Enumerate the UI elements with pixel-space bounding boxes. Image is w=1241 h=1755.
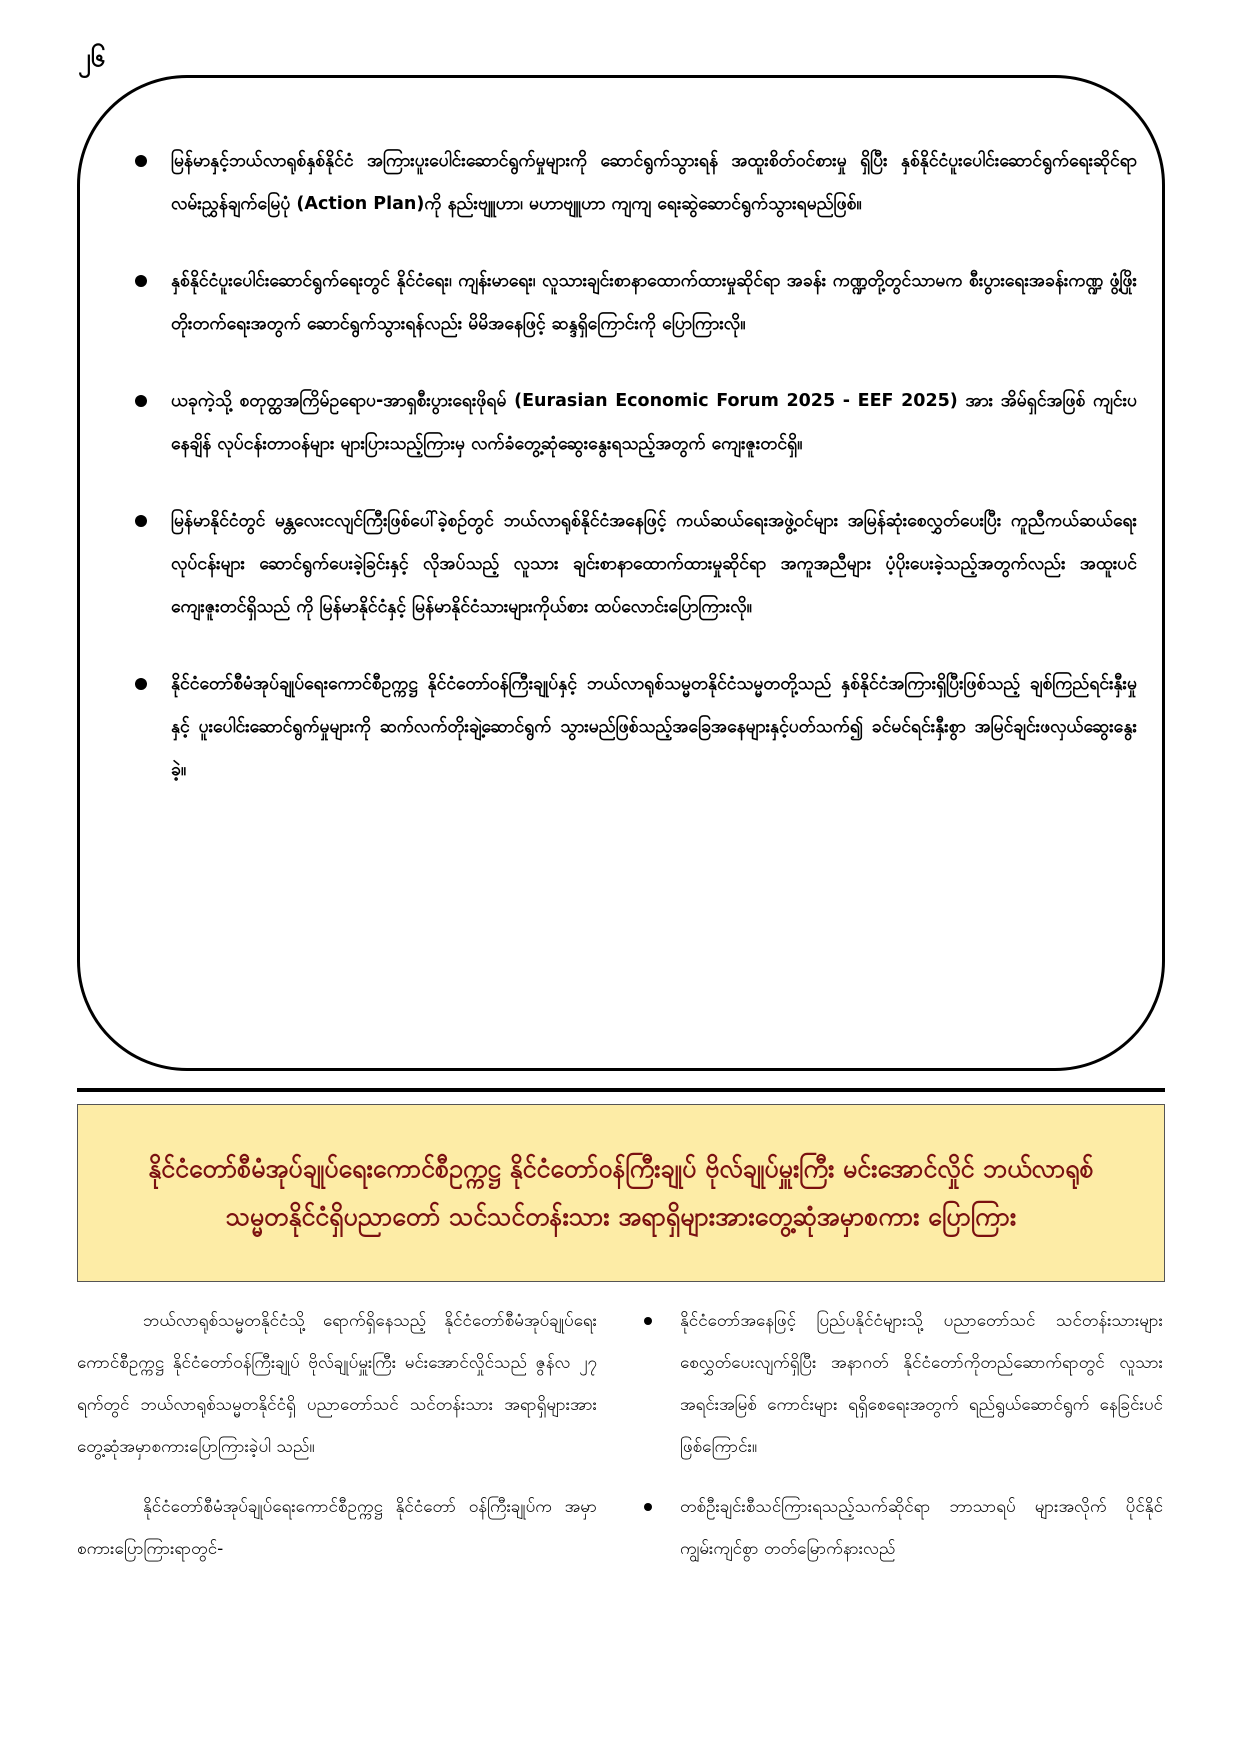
summary-bullet-text: နိုင်ငံတော်စီမံအုပ်ချုပ်ရေးကောင်စီဥက္ကဋ္ဌ နိုင်ငံတော်ဝန်ကြီးချုပ်နှင့် ဘယ်လာရုစ်သမ္မတနိုင်ငံသမ္မတတို့သည် နှစ်နိုင်ငံအကြားရှိပြီးဖြစ်သည့် ချစ်ကြည်ရင်းနှီးမှုနှင့် ပူးပေါင်းဆောင်ရွက်မှုများကို ဆက်လက်တိုးချဲ့ဆောင်ရွက် သွားမည်ဖြစ်သည့်အခြေအနေများနှင့်ပတ်သက်၍ ခင်မင်ရင်းနှီးစွာ အမြင်ချင်းဖလှယ်ဆွေးနွေးခဲ့။ xyxy=(171,674,1137,780)
summary-bullet xyxy=(127,500,1137,629)
summary-bullet xyxy=(127,380,1137,466)
summary-bullet-text: ယခုကဲ့သို့ စတုတ္ထအကြိမ်ဥရောပ-အာရှစီးပွားရေးဖိုရမ် (Eurasian Economic Forum 2025 - EEF 2025) အား အိမ်ရှင်အဖြစ် ကျင်းပနေချိန် လုပ်ငန်းတာဝန်များ များပြားသည့်ကြားမှ လက်ခံတွေ့ဆုံဆွေးနွေးရသည့်အတွက် ကျေးဇူးတင်ရှိ။ xyxy=(171,391,1137,454)
speech-bullet-text: နိုင်ငံတော်အနေဖြင့် ပြည်ပနိုင်ငံများသို့ ပညာတော်သင် သင်တန်းသားများ စေလွှတ်ပေးလျက်ရှိပြီး အနာဂတ် နိုင်ငံတော်ကိုတည်ဆောက်ရာတွင် လူသားအရင်းအမြစ် ကောင်းများ ရရှိစေရေးအတွက် ရည်ရွယ်ဆောင်ရွက် နေခြင်းပင်ဖြစ်ကြောင်း။ xyxy=(680,1311,1163,1457)
bullet-dot-icon xyxy=(135,678,147,690)
summary-bullet-text: မြန်မာနိုင်ငံတွင် မန္တလေးငလျင်ကြီးဖြစ်ပေါ်ခဲ့စဉ်တွင် ဘယ်လာရုစ်နိုင်ငံအနေဖြင့် ကယ်ဆယ်ရေးအဖွဲ့ဝင်များ အမြန်ဆုံးစေလွှတ်ပေးပြီး ကူညီကယ်ဆယ်ရေးလုပ်ငန်းများ ဆောင်ရွက်ပေးခဲ့ခြင်းနှင့် လိုအပ်သည့် လူသား ချင်းစာနာထောက်ထားမှုဆိုင်ရာ အကူအညီများ ပံ့ပိုးပေးခဲ့သည့်အတွက်လည်း အထူးပင်ကျေးဇူးတင်ရှိသည် ကို မြန်မာနိုင်ငံနှင့် မြန်မာနိုင်ငံသားများကိုယ်စား ထပ်လောင်းပြောကြားလို။ xyxy=(171,511,1137,617)
bullet-dot-icon xyxy=(135,155,147,167)
bullet-dot-icon xyxy=(135,275,147,287)
summary-bullet-text: နှစ်နိုင်ငံပူးပေါင်းဆောင်ရွက်ရေးတွင် နိုင်ငံရေး၊ ကျန်းမာရေး၊ လူသားချင်းစာနာထောက်ထားမှုဆိုင်ရာ အခန်း ကဏ္ဍတို့တွင်သာမက စီးပွားရေးအခန်းကဏ္ဍ ဖွံ့ဖြိုးတိုးတက်ရေးအတွက် ဆောင်ရွက်သွားရန်လည်း မိမိအနေဖြင့် ဆန္ဒရှိကြောင်းကို ပြောကြားလို။ xyxy=(171,271,1137,334)
summary-bullet-list xyxy=(127,140,1137,826)
section-divider xyxy=(77,1088,1165,1092)
bullet-dot-icon xyxy=(644,1503,652,1511)
bullet-dot-icon xyxy=(644,1317,652,1325)
page-number: ၂၆ xyxy=(78,43,106,73)
bullet-dot-icon xyxy=(135,395,147,407)
summary-bullet xyxy=(127,260,1137,346)
speech-bullet xyxy=(638,1486,1163,1570)
summary-bullet-text: မြန်မာနှင့်ဘယ်လာရုစ်နှစ်နိုင်ငံ အကြားပူးပေါင်းဆောင်ရွက်မှုများကို ဆောင်ရွက်သွားရန် အထူးစိတ်ဝင်စားမှု ရှိပြီး နှစ်နိုင်ငံပူးပေါင်းဆောင်ရွက်ရေးဆိုင်ရာ လမ်းညွှန်ချက်မြေပုံ (Action Plan)ကို နည်းဗျူဟာ၊ မဟာဗျူဟာ ကျကျ ရေးဆွဲဆောင်ရွက်သွားရမည်ဖြစ်။ xyxy=(171,151,1137,214)
body-paragraph: နိုင်ငံတော်စီမံအုပ်ချုပ်ရေးကောင်စီဥက္ကဋ္ဌ နိုင်ငံတော် ဝန်ကြီးချုပ်က အမှာစကားပြောကြားရာတွင်- xyxy=(77,1497,597,1559)
right-column xyxy=(638,1300,1163,1588)
left-column xyxy=(77,1300,597,1588)
summary-bullet xyxy=(127,663,1137,792)
speech-bullet xyxy=(638,1300,1163,1468)
headline-box xyxy=(77,1104,1165,1282)
summary-bullet xyxy=(127,140,1137,226)
body-paragraph: ဘယ်လာရုစ်သမ္မတနိုင်ငံသို့ ရောက်ရှိနေသည့် နိုင်ငံတော်စီမံအုပ်ချုပ်ရေးကောင်စီဥက္ကဋ္ဌ နိုင်ငံတော်ဝန်ကြီးချုပ် ဗိုလ်ချုပ်မှူးကြီး မင်းအောင်လှိုင်သည် ဇွန်လ ၂၇ ရက်တွင် ဘယ်လာရုစ်သမ္မတနိုင်ငံရှိ ပညာတော်သင် သင်တန်းသား အရာရှိများအား တွေ့ဆုံအမှာစကားပြောကြားခဲ့ပါ သည်။ xyxy=(77,1311,597,1457)
speech-bullet-list xyxy=(638,1300,1163,1570)
speech-bullet-text: တစ်ဦးချင်းစီသင်ကြားရသည့်သက်ဆိုင်ရာ ဘာသာရပ် များအလိုက် ပိုင်နိုင်ကျွမ်းကျင်စွာ တတ်မြောက်နားလည် xyxy=(680,1497,1163,1559)
bullet-dot-icon xyxy=(135,515,147,527)
article-headline: နိုင်ငံတော်စီမံအုပ်ချုပ်ရေးကောင်စီဥက္ကဋ္ဌ နိုင်ငံတော်ဝန်ကြီးချုပ် ဗိုလ်ချုပ်မှူးကြီး မင်းအောင်လှိုင် ဘယ်လာရုစ်သမ္မတနိုင်ငံရှိပညာတော် သင်သင်တန်းသား အရာရှိများအားတွေ့ဆုံအမှာစကား ပြောကြား xyxy=(148,1154,1094,1231)
